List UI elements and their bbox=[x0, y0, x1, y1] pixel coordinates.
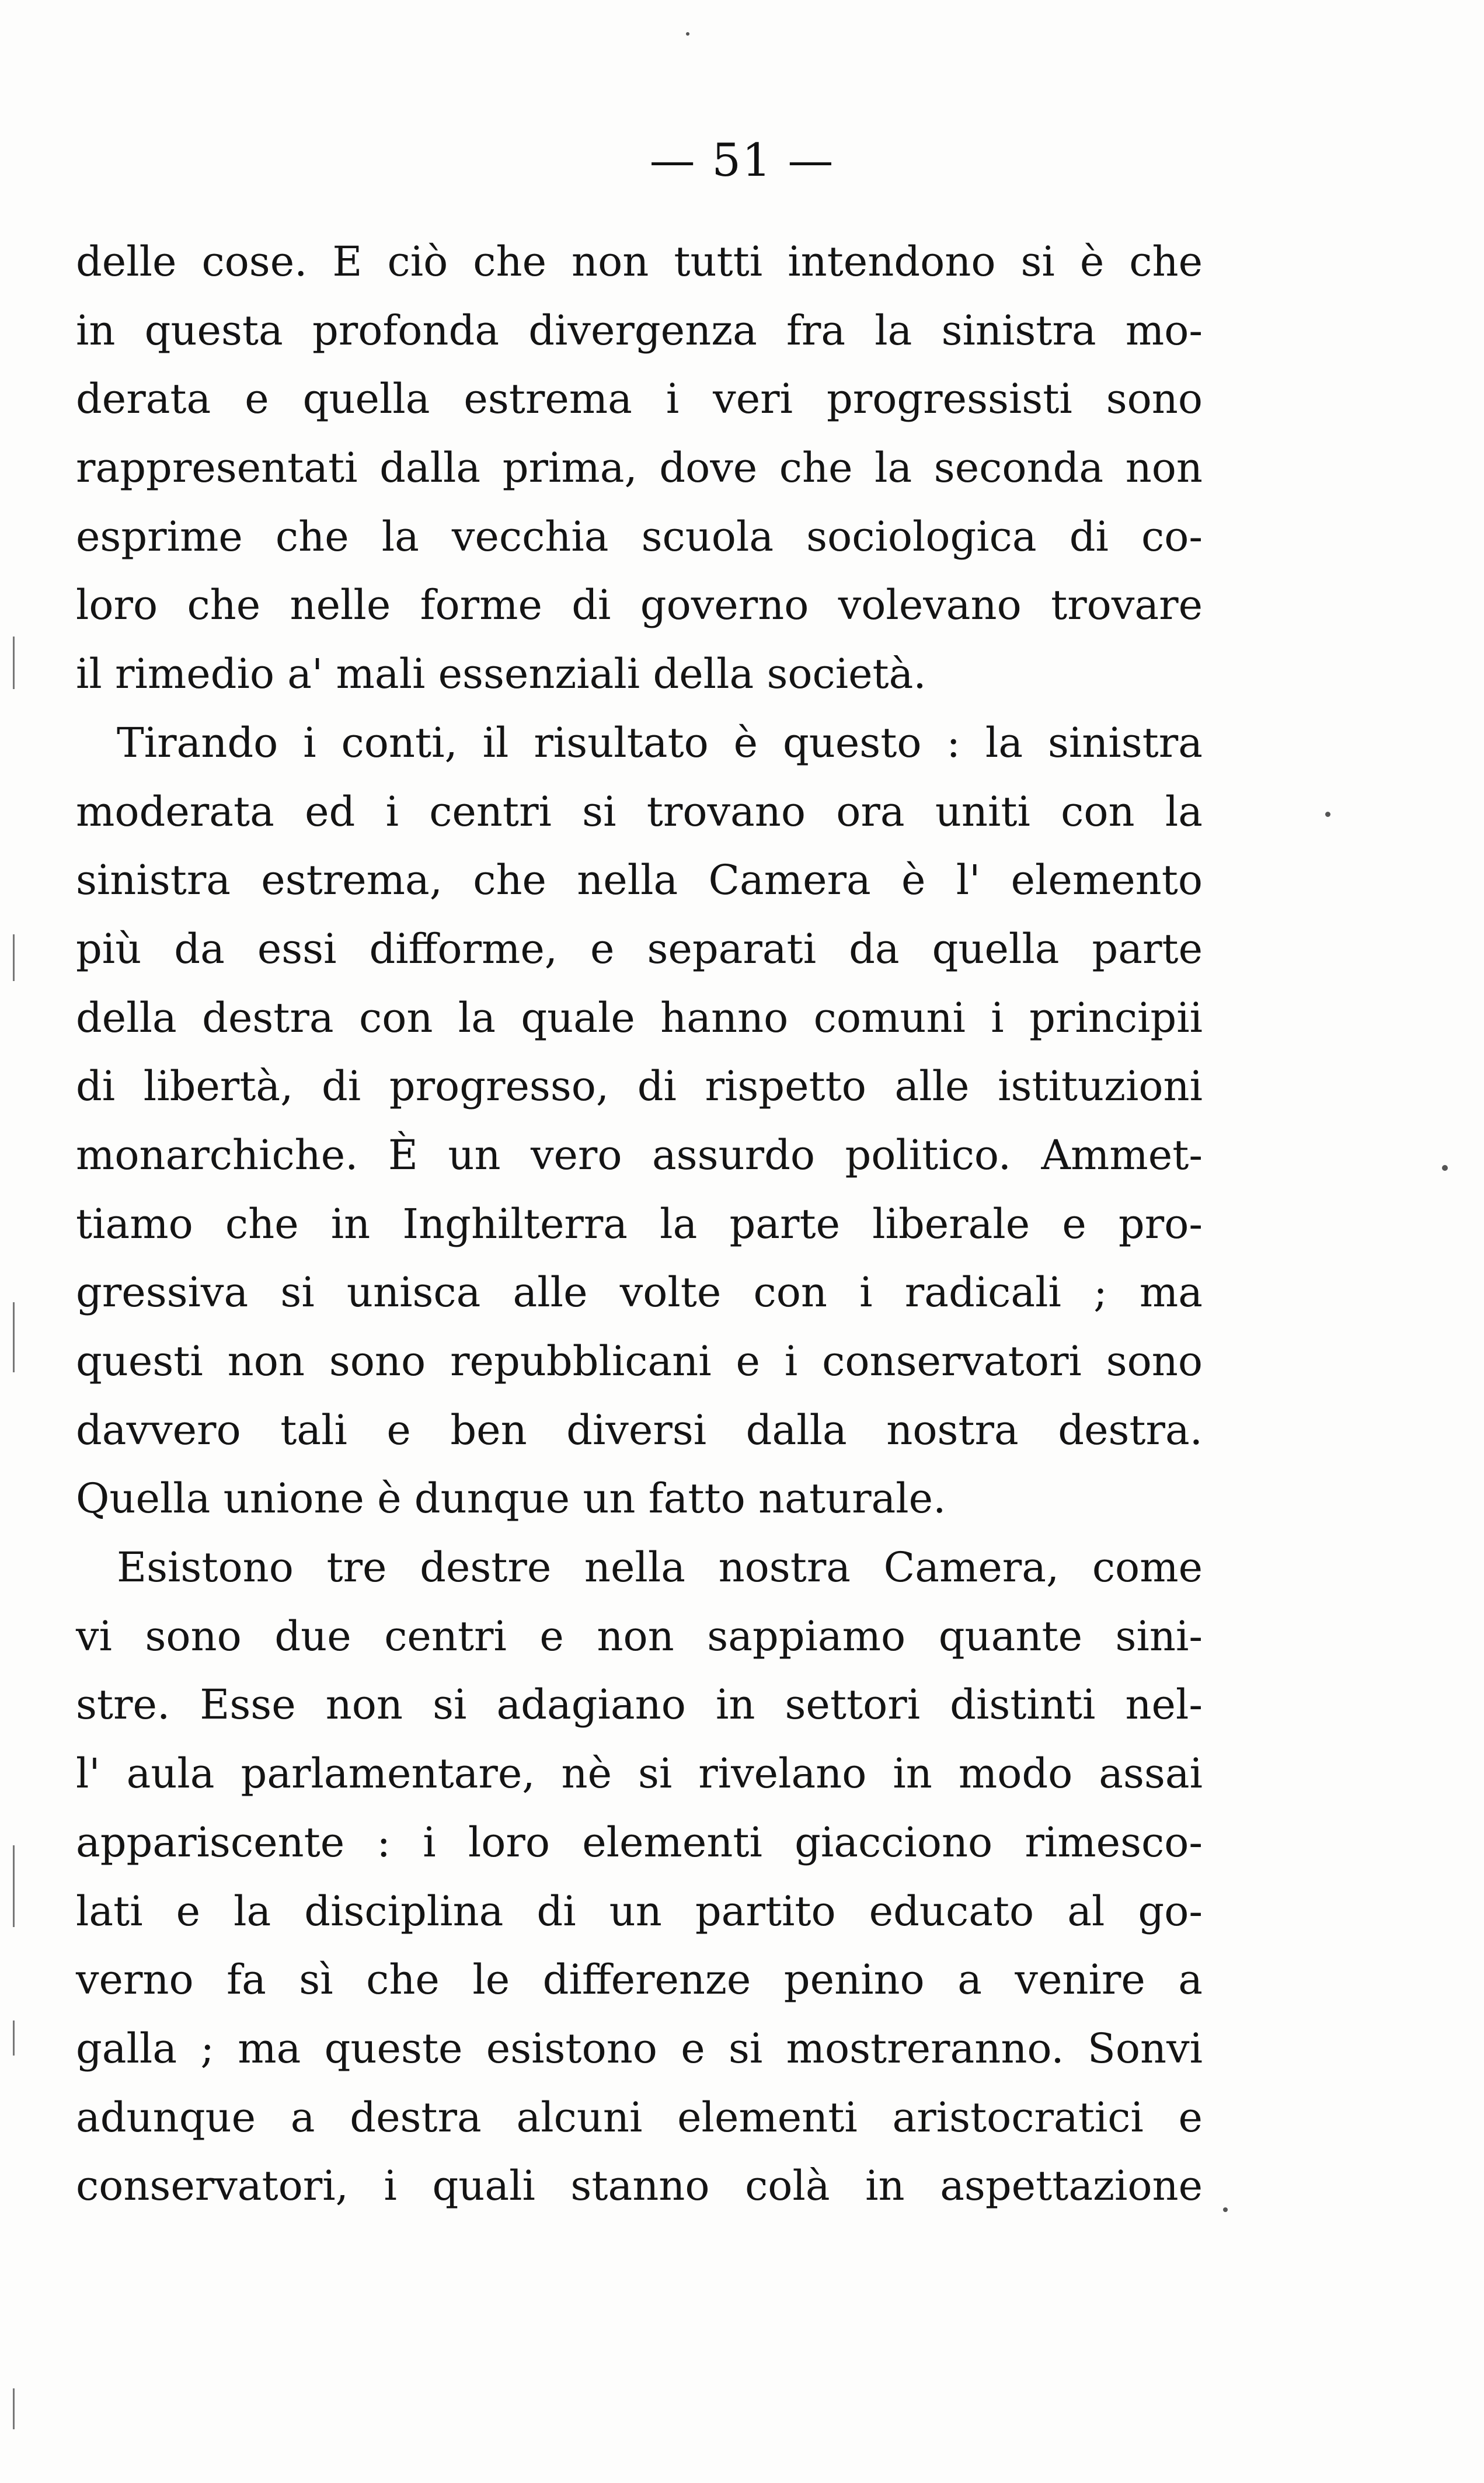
text-line: adunque a destra alcuni elementi aristocratici e bbox=[76, 2093, 1203, 2141]
text-line: galla ; ma queste esistono e si mostreranno. Sonvi bbox=[76, 2024, 1203, 2072]
text-line: delle cose. E ciò che non tutti intendono si è che bbox=[76, 238, 1203, 286]
scan-edge-mark bbox=[13, 2021, 15, 2056]
text-line: più da essi difforme, e separati da quella parte bbox=[76, 924, 1203, 973]
scan-edge-mark bbox=[13, 637, 15, 689]
text-line: derata e quella estrema i veri progressisti sono bbox=[76, 375, 1203, 423]
text-line: della destra con la quale hanno comuni i principii bbox=[76, 993, 1203, 1042]
text-line: verno fa sì che le differenze penino a venire a bbox=[76, 1956, 1203, 2004]
text-line: di libertà, di progresso, di rispetto alle istituzioni bbox=[76, 1062, 1203, 1111]
text-line: vi sono due centri e non sappiamo quante sini- bbox=[76, 1612, 1203, 1660]
text-line: Quella unione è dunque un fatto naturale. bbox=[76, 1475, 946, 1523]
scan-edge-mark bbox=[13, 2388, 15, 2429]
text-line: Tirando i conti, il risultato è questo : la sinistra bbox=[117, 718, 1203, 767]
text-line: tiamo che in Inghilterra la parte liberale e pro- bbox=[76, 1199, 1203, 1248]
body-text bbox=[76, 228, 1203, 2221]
text-line: il rimedio a' mali essenziali della società. bbox=[76, 650, 926, 698]
text-line: davvero tali e ben diversi dalla nostra destra. bbox=[76, 1406, 1203, 1454]
scan-speck bbox=[686, 32, 689, 36]
scan-speck bbox=[1325, 812, 1330, 817]
text-line: moderata ed i centri si trovano ora uniti con la bbox=[76, 787, 1203, 836]
page-number: — 51 — bbox=[649, 134, 835, 187]
scan-edge-mark bbox=[13, 1845, 15, 1927]
text-line: rappresentati dalla prima, dove che la seconda non bbox=[76, 444, 1203, 492]
text-line: sinistra estrema, che nella Camera è l' elemento bbox=[76, 856, 1203, 905]
scan-edge-mark bbox=[13, 934, 15, 981]
scan-edge-mark bbox=[13, 1302, 15, 1372]
text-line: conservatori, i quali stanno colà in aspettazione bbox=[76, 2162, 1203, 2210]
text-line: esprime che la vecchia scuola sociologica di co- bbox=[76, 512, 1203, 561]
text-line: appariscente : i loro elementi giacciono rimesco- bbox=[76, 1818, 1203, 1866]
text-line: l' aula parlamentare, nè si rivelano in modo assai bbox=[76, 1750, 1203, 1798]
scan-speck bbox=[1442, 1165, 1448, 1171]
text-line: in questa profonda divergenza fra la sinistra mo- bbox=[76, 306, 1203, 354]
scan-speck bbox=[1223, 2207, 1228, 2212]
text-line: loro che nelle forme di governo volevano trovare bbox=[76, 581, 1203, 630]
text-line: questi non sono repubblicani e i conservatori sono bbox=[76, 1337, 1203, 1385]
text-line: Esistono tre destre nella nostra Camera, come bbox=[117, 1543, 1203, 1592]
text-line: gressiva si unisca alle volte con i radicali ; ma bbox=[76, 1268, 1203, 1317]
text-line: monarchiche. È un vero assurdo politico. Ammet- bbox=[76, 1131, 1203, 1179]
text-line: lati e la disciplina di un partito educato al go- bbox=[76, 1887, 1203, 1935]
text-line: stre. Esse non si adagiano in settori distinti nel- bbox=[76, 1681, 1203, 1729]
